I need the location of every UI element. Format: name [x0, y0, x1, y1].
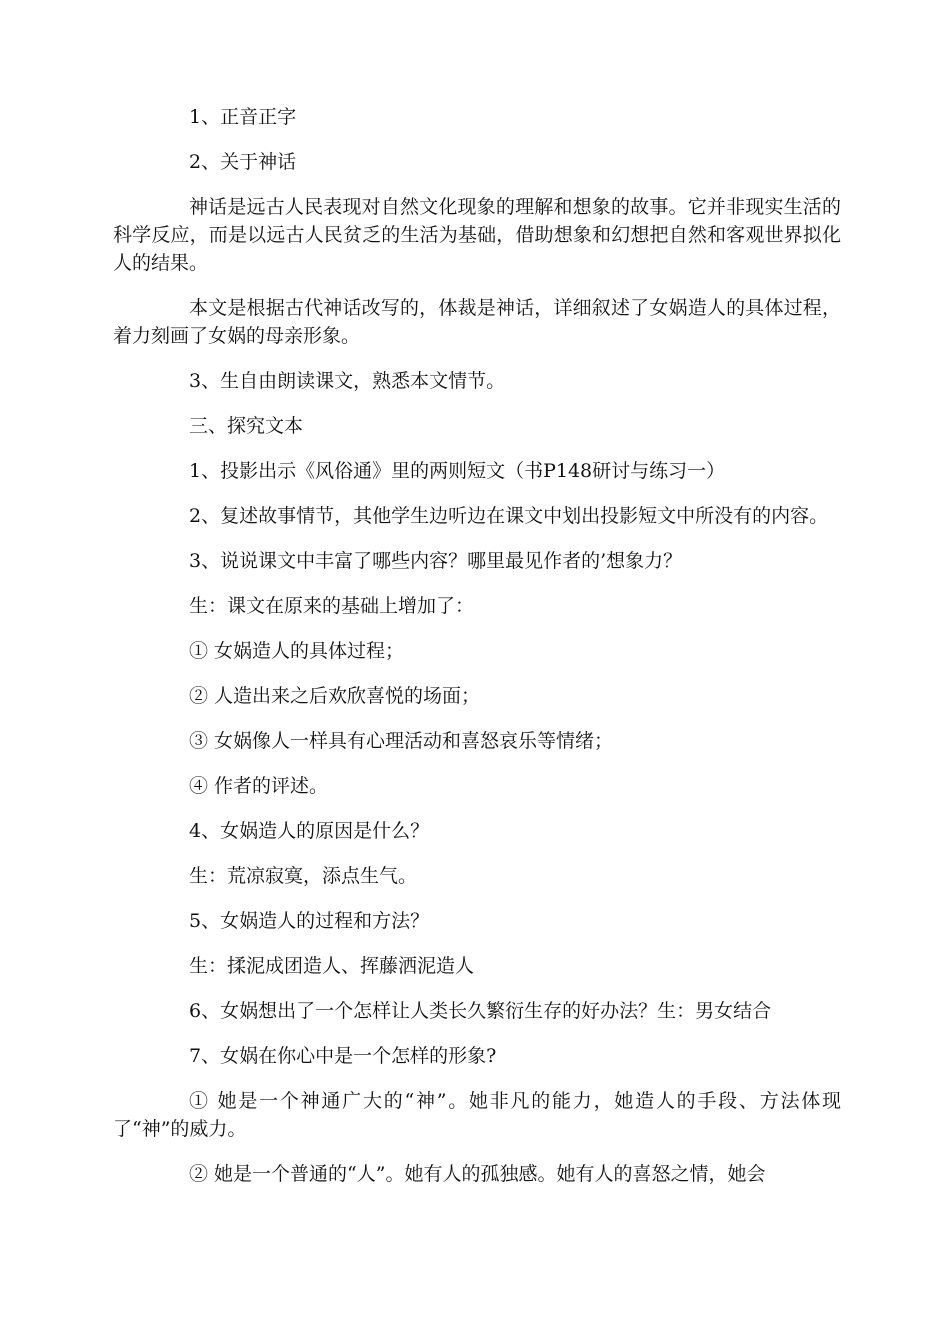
list-item-6: ② 她是一个普通的“人”。她有人的孤独感。她有人的喜怒之情，她会 [189, 1163, 766, 1185]
paragraph-7: 1、投影出示《风俗通》里的两则短文（书P148研讨与练习一） [189, 460, 726, 482]
paragraph-4: 本文是根据古代神话改写的，体裁是神话，详细叙述了女娲造人的具体过程，着力刻画了女娲的母亲形象。 [113, 297, 841, 347]
paragraph-1: 1、正音正字 [189, 106, 297, 128]
paragraph-5: 3、生自由朗读课文，熟悉本文情节。 [189, 370, 506, 392]
list-item-1: ① 女娲造人的具体过程； [189, 640, 405, 662]
paragraph-15: 4、女娲造人的原因是什么？ [189, 820, 430, 842]
list-item-4: ④ 作者的评述。 [189, 775, 329, 797]
paragraph-20: 7、女娲在你心中是一个怎样的形象? [189, 1045, 497, 1067]
paragraph-16: 生：荒凉寂寞，添点生气。 [189, 865, 418, 887]
paragraph-17: 5、女娲造人的过程和方法？ [189, 910, 430, 932]
document-body [113, 103, 841, 1205]
paragraph-18: 生：揉泥成团造人、挥藤洒泥造人 [189, 955, 475, 977]
paragraph-10: 生：课文在原来的基础上增加了： [189, 595, 475, 617]
paragraph-8: 2、复述故事情节，其他学生边听边在课文中划出投影短文中所没有的内容。 [189, 505, 829, 527]
list-item-2: ② 人造出来之后欢欣喜悦的场面； [189, 685, 481, 707]
paragraph-3: 神话是远古人民表现对自然文化现象的理解和想象的故事。它并非现实生活的科学反应，而是以远古人民贫乏的生活为基础，借助想象和幻想把自然和客观世界拟化人的结果。 [113, 196, 841, 274]
paragraph-9: 3、说说课文中丰富了哪些内容？哪里最见作者的’想象力？ [189, 550, 683, 572]
paragraph-19: 6、女娲想出了一个怎样让人类长久繁衍生存的好办法？生：男女结合 [189, 1000, 772, 1022]
paragraph-2: 2、关于神话 [189, 151, 297, 173]
list-item-5: ① 她是一个神通广大的“神”。她非凡的能力，她造人的手段、方法体现了“神”的威力。 [113, 1090, 841, 1140]
section-heading: 三、探究文本 [189, 415, 304, 437]
list-item-3: ③ 女娲像人一样具有心理活动和喜怒哀乐等情绪； [189, 730, 614, 752]
